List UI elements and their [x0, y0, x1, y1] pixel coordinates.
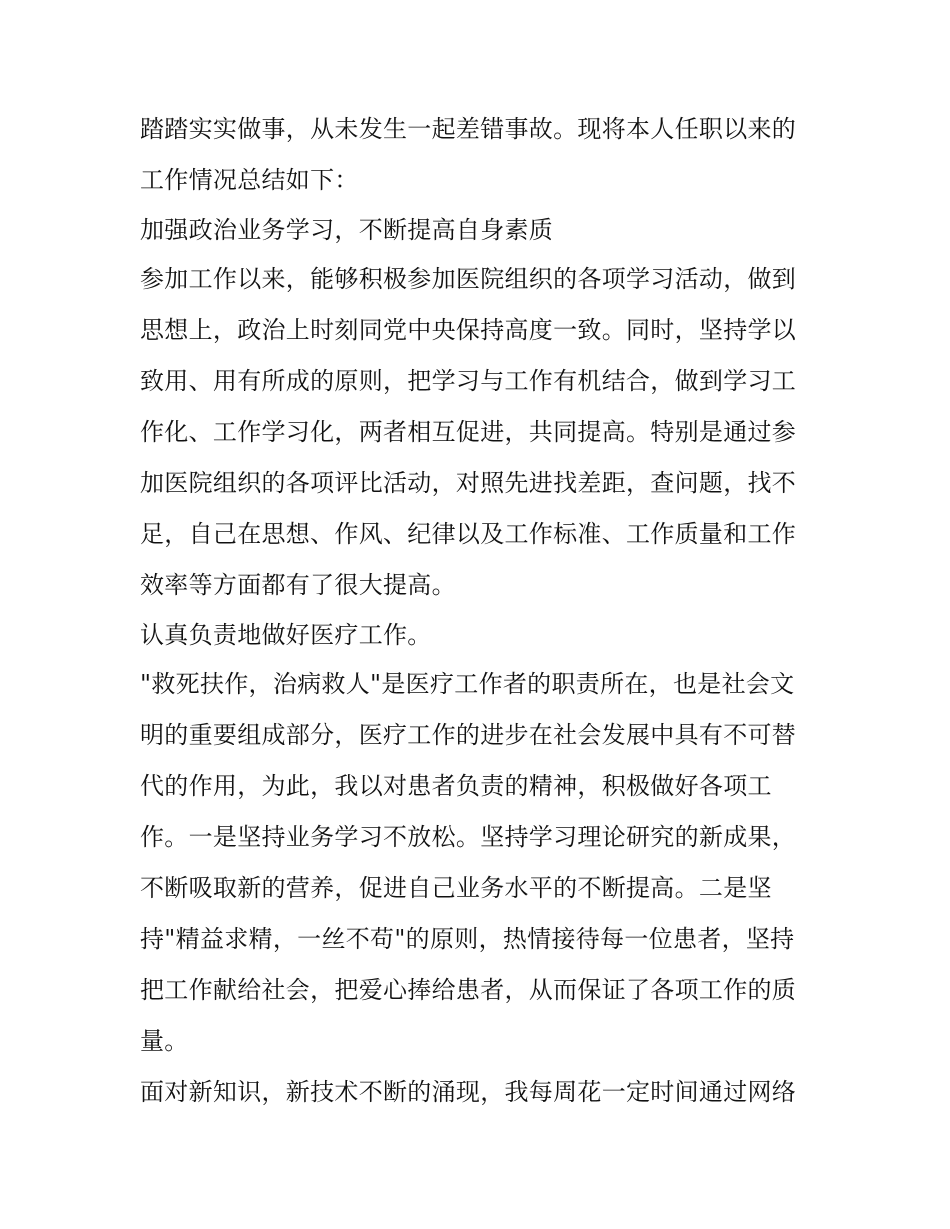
- text-line: 不断吸取新的营养，促进自己业务水平的不断提高。二是坚: [140, 874, 772, 902]
- text-line: "救死扶作，治病救人"是医疗工作者的职责所在，也是社会文: [140, 670, 795, 698]
- text-line: 足，自己在思想、作风、纪律以及工作标准、工作质量和工作: [140, 520, 797, 548]
- text-line: 作。一是坚持业务学习不放松。坚持学习理论研究的新成果，: [140, 823, 797, 851]
- section-heading: 认真负责地做好医疗工作。: [140, 621, 432, 649]
- document-body: [140, 104, 820, 1118]
- text-line: 面对新知识，新技术不断的涌现，我每周花一定时间通过网络: [140, 1078, 797, 1106]
- text-line: 工作情况总结如下：: [140, 166, 359, 194]
- text-line: 把工作献给社会，把爱心捧给患者，从而保证了各项工作的质: [140, 976, 797, 1004]
- text-line: 明的重要组成部分，医疗工作的进步在社会发展中具有不可替: [140, 721, 797, 749]
- text-line: 效率等方面都有了很大提高。: [140, 571, 456, 599]
- text-line: 代的作用，为此，我以对患者负责的精神，积极做好各项工: [140, 772, 772, 800]
- text-line: 致用、用有所成的原则，把学习与工作有机结合，做到学习工: [140, 367, 797, 395]
- text-line: 参加工作以来，能够积极参加医院组织的各项学习活动，做到: [140, 265, 797, 293]
- text-line: 持"精益求精，一丝不苟"的原则，热情接待每一位患者，坚持: [140, 925, 795, 953]
- text-line: 加医院组织的各项评比活动，对照先进找差距，查问题，找不: [140, 469, 797, 497]
- text-line: 作化、工作学习化，两者相互促进，共同提高。特别是通过参: [140, 418, 797, 446]
- text-line: 踏踏实实做事，从未发生一起差错事故。现将本人任职以来的: [140, 115, 797, 143]
- text-line: 量。: [140, 1027, 189, 1055]
- text-line: 思想上，政治上时刻同党中央保持高度一致。同时，坚持学以: [140, 316, 797, 344]
- section-heading: 加强政治业务学习，不断提高自身素质: [140, 216, 554, 244]
